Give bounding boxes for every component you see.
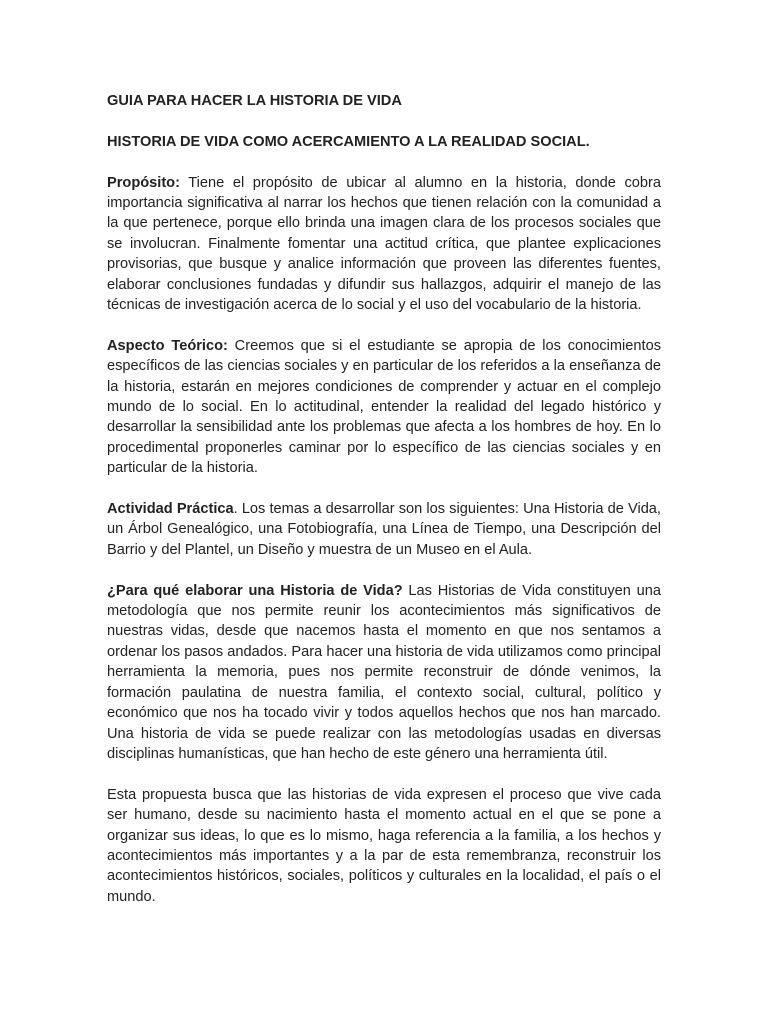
paragraph-lead: ¿Para qué elaborar una Historia de Vida? <box>107 582 403 599</box>
paragraph-propuesta <box>107 785 661 907</box>
paragraph-lead: Aspecto Teórico: <box>107 337 228 354</box>
document-page <box>107 91 661 907</box>
document-title: GUIA PARA HACER LA HISTORIA DE VIDA <box>107 93 402 109</box>
paragraph-text: Creemos que si el estudiante se apropia de los conocimientos específicos de las ciencias sociales y en particular de los referidos a la enseñanza de la historia, estarán en mejores condiciones de comprender y actuar en el complejo mundo de lo social. En lo actitudinal, entender la realidad del legado histórico y desarrollar la sensibilidad ante los problemas que afecta a los hombres de hoy. En lo procedimental proponerles caminar por lo específico de las ciencias sociales y en particular de la historia. <box>107 337 661 477</box>
paragraph-lead: Propósito: <box>107 174 180 191</box>
paragraph-actividad-practica <box>107 499 661 560</box>
document-subtitle: HISTORIA DE VIDA COMO ACERCAMIENTO A LA REALIDAD SOCIAL. <box>107 133 590 150</box>
paragraph-text: . Los temas a desarrollar son los siguientes: Una Historia de Vida, un Árbol Genealógico, una Fotobiografía, una Línea de Tiempo, una Descripción del Barrio y del Plantel, un Diseño y muestra de un Museo en el Aula. <box>107 501 661 558</box>
paragraph-aspecto-teorico <box>107 336 661 479</box>
paragraph-text: Esta propuesta busca que las historias de vida expresen el proceso que vive cada ser humano, desde su nacimiento hasta el momento actual en el que se pone a organizar sus ideas, lo que es lo mismo, haga referencia a la familia, a los hechos y acontecimientos más importantes y a la par de esta remembranza, reconstruir los acontecimientos históricos, sociales, políticos y culturales en la localidad, el país o el mundo. <box>107 786 661 905</box>
paragraph-para-que <box>107 581 661 765</box>
paragraph-lead: Actividad Práctica <box>107 501 234 518</box>
paragraph-text: Las Historias de Vida constituyen una metodología que nos permite reunir los acontecimientos más significativos de nuestras vidas, desde que nacemos hasta el momento en que nos sentamos a ordenar los pasos andados. Para hacer una historia de vida utilizamos como principal herramienta la memoria, pues nos permite reconstruir de dónde venimos, la formación paulatina de nuestra familia, el contexto social, cultural, político y económico que nos ha tocado vivir y todos aquellos hechos que nos han marcado. Una historia de vida se puede realizar con las metodologías usadas en diversas disciplinas humanísticas, que han hecho de este género una herramienta útil. <box>107 582 661 762</box>
paragraph-text: Tiene el propósito de ubicar al alumno en la historia, donde cobra importancia significativa al narrar los hechos que tienen relación con la comunidad a la que pertenece, porque ello brinda una imagen clara de los procesos sociales que se involucran. Finalmente fomentar una actitud crítica, que plantee explicaciones provisorias, que busque y analice información que proveen las diferentes fuentes, elaborar conclusiones fundadas y difundir sus hallazgos, adquirir el manejo de las técnicas de investigación acerca de lo social y el uso del vocabulario de la historia. <box>107 174 661 314</box>
paragraph-proposito <box>107 173 661 316</box>
